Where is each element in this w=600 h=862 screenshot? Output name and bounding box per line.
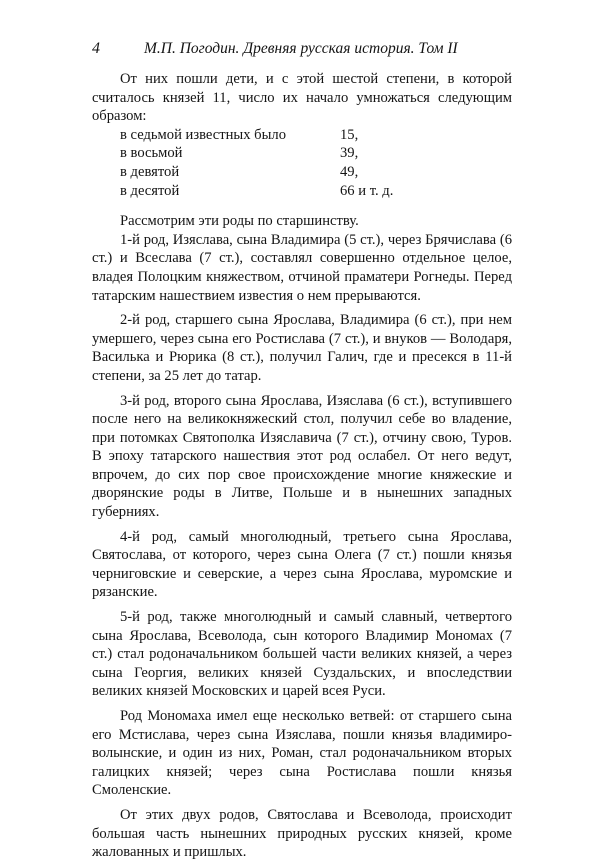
count-row	[120, 126, 512, 145]
paragraph-clan-1: 1-й род, Изяслава, сына Владимира (5 ст.), через Брячислава (6 ст.) и Всеслава (7 ст.), составлял совершенно отдельное целое, владея Полоцким княжеством, отчиной праматери Рогнеды. Перед татарским нашествием известия о нем прерываются.	[92, 231, 512, 304]
paragraph-monomakh: Род Мономаха имел еще несколько ветвей: от старшего сына его Мстислава, через сына Изяслава, пошли князья владимиро-волынские, и один из них, Роман, стал родоначальником вторых галицких князей; через сына Ростислава пошли князья Смоленские.	[92, 708, 512, 799]
count-row	[120, 182, 512, 201]
count-value: 49,	[340, 163, 359, 180]
intro-paragraph: От них пошли дети, и с этой шестой степени, в которой считалось князей 11, число их начало умножаться следующим образом:	[92, 71, 512, 125]
paragraph-clan-3: 3-й род, второго сына Ярослава, Изяслава (6 ст.), вступившего после него на великокняжеский стол, получил себе во владение, при потомках Святополка Изяславича (7 ст.), отчину свою, Туров. В эпоху татарского нашествия этот род ослабел. От него ведут, впрочем, до сих пор свое происхождение многие княжеские и дворянские роды в Литве, Польше и в нынешних западных губерниях.	[92, 392, 512, 521]
count-row	[120, 163, 512, 182]
paragraph-order: Рассмотрим эти роды по старшинству.	[120, 213, 359, 230]
count-label: в девятой	[120, 163, 180, 180]
body-text	[92, 70, 512, 862]
page-number: 4	[92, 40, 100, 57]
count-label: в седьмой известных было	[120, 126, 286, 143]
running-title: М.П. Погодин. Древняя русская история. Том II	[144, 40, 458, 57]
paragraph-clan-2: 2-й род, старшего сына Ярослава, Владимира (6 ст.), при нем умершего, через сына его Ростислава (7 ст.), и внуков — Володаря, Василька и Рюрика (8 ст.), получил Галич, где и пресекся в 11-й степени, за 25 лет до татар.	[92, 312, 512, 384]
count-value: 15,	[340, 126, 359, 143]
count-value: 39,	[340, 145, 359, 162]
count-table	[120, 126, 512, 200]
count-label: в десятой	[120, 182, 180, 199]
paragraph-clan-5: 5-й род, также многолюдный и самый славный, четвертого сына Ярослава, Всеволода, сын которого Владимир Мономах (7 ст.) стал родоначальником большей части великих князей, а через сына Георгия, великих князей Суздальских, и впоследствии великих князей Московских и царей всея Руси.	[92, 609, 512, 700]
paragraph-conclusion: От этих двух родов, Святослава и Всеволода, происходит большая часть нынешних природных русских князей, кроме жалованных и пришлых.	[92, 806, 512, 861]
count-value: 66 и т. д.	[340, 182, 394, 199]
count-row	[120, 144, 512, 163]
page-header	[92, 40, 512, 62]
paragraph-clan-4: 4-й род, самый многолюдный, третьего сына Ярослава, Святослава, от которого, через сына Олега (7 ст.) пошли князья черниговские и северские, а через сына Ярослава, муромские и рязанские.	[92, 528, 512, 601]
count-label: в восьмой	[120, 145, 183, 162]
